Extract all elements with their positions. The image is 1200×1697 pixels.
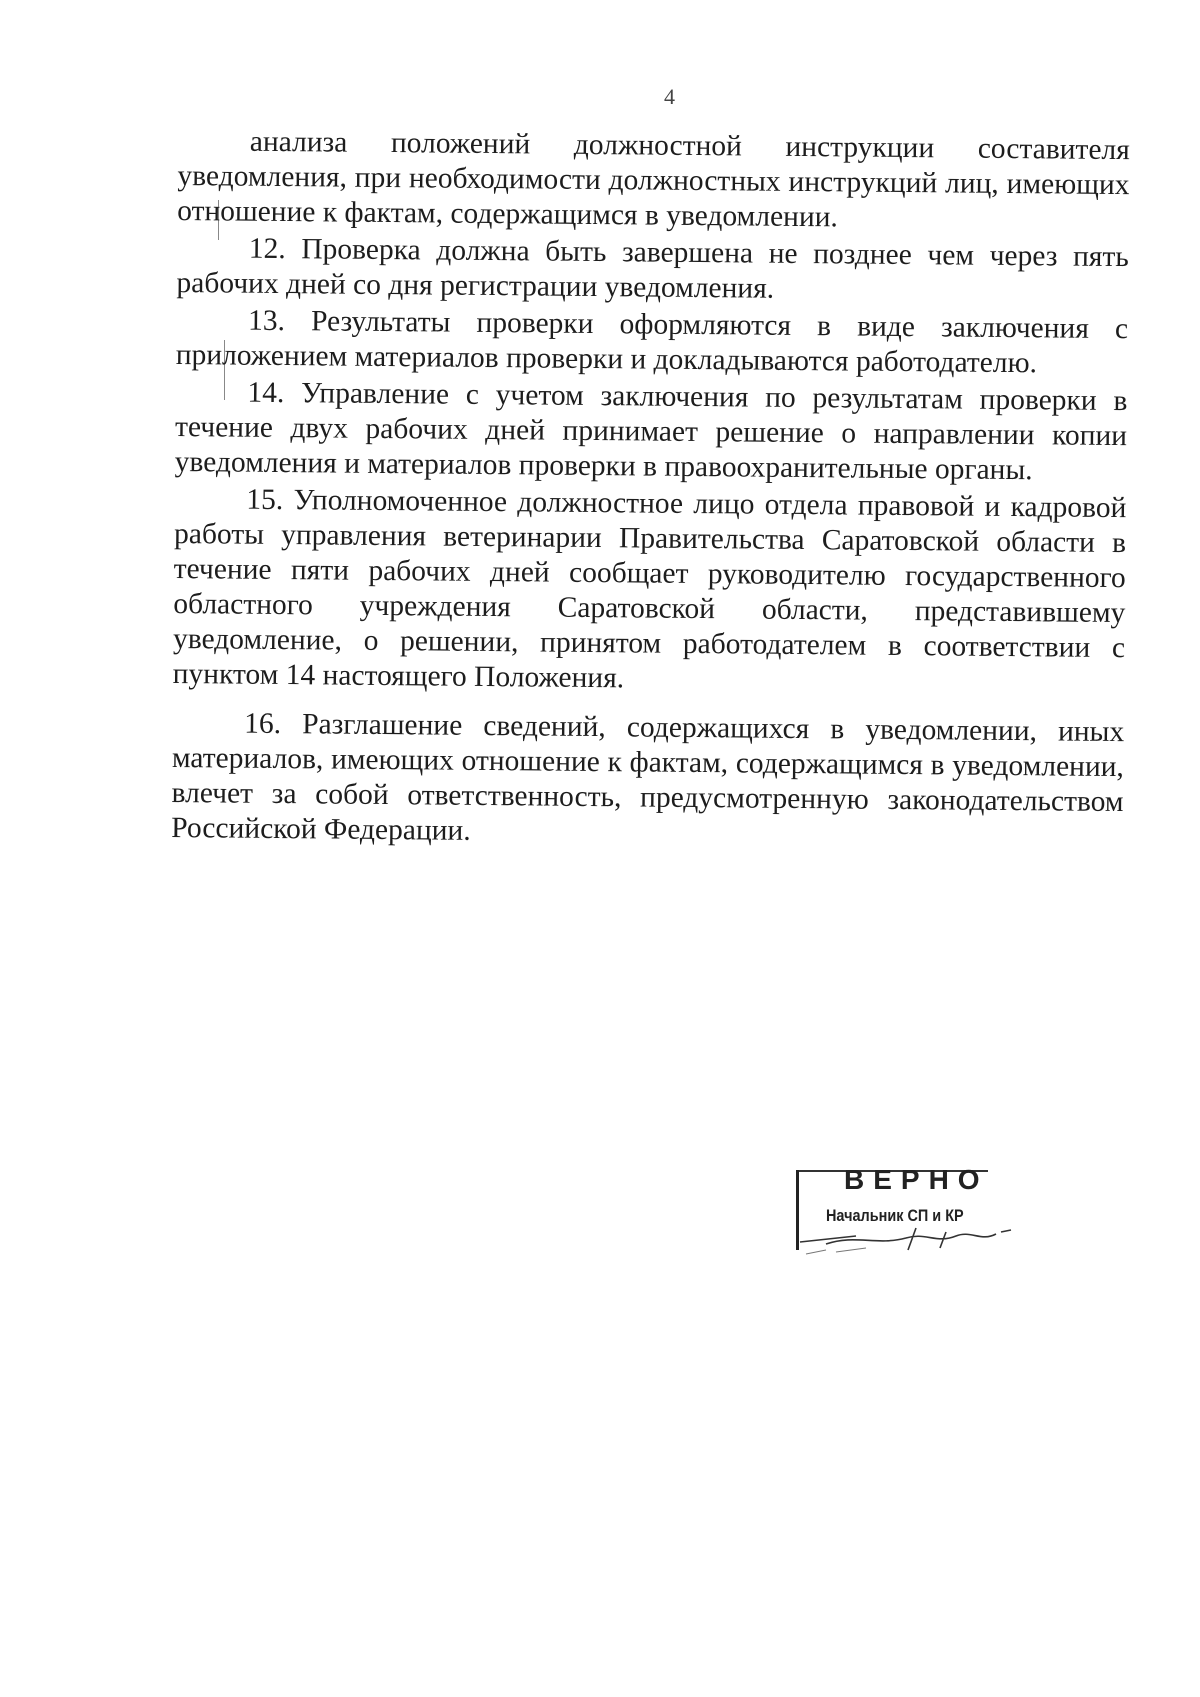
- handwritten-signature: [796, 1220, 1036, 1260]
- paragraph-16: 16. Разглашение сведений, содержащихся в уведомлении, иных материалов, имеющих отношение к фактам, содержащимся в уведомлении, влечет за собой ответственность, предусмотренную законодательством Российской Федерации.: [171, 707, 1125, 847]
- paragraph-13: 13. Результаты проверки оформляются в виде заключения с приложением материалов проверки и докладываются работодателю.: [175, 304, 1129, 380]
- document-body: [171, 124, 1130, 857]
- paragraph-14: 14. Управление с учетом заключения по результатам проверки в течение двух рабочих дней принимает решение о направлении копии уведомления и материалов проверки в правоохранительные органы.: [174, 376, 1128, 487]
- paragraph-continuation: анализа положений должностной инструкции составителя уведомления, при необходимости должностных инструкций лиц, имеющих отношение к фактам, содержащимся в уведомлении.: [177, 125, 1130, 234]
- paragraph-12: 12. Проверка должна быть завершена не позднее чем через пять рабочих дней со дня регистрации уведомления.: [176, 232, 1129, 305]
- stamp-subtitle: Начальник СП и КР: [826, 1206, 964, 1225]
- page-number: 4: [664, 84, 675, 109]
- paragraph-15: 15. Уполномоченное должностное лицо отдела правовой и кадровой работы управления ветеринарии Правительства Саратовской области в течение пяти рабочих дней сообщает руководителю государственного областного учреждения Саратовской области, представившему уведомление, о решении, принятом работодателем в соответствии с пунктом 14 настоящего Положения.: [172, 483, 1127, 695]
- stamp-title: ВЕРНО: [844, 1164, 989, 1195]
- certification-stamp: [796, 1160, 1036, 1256]
